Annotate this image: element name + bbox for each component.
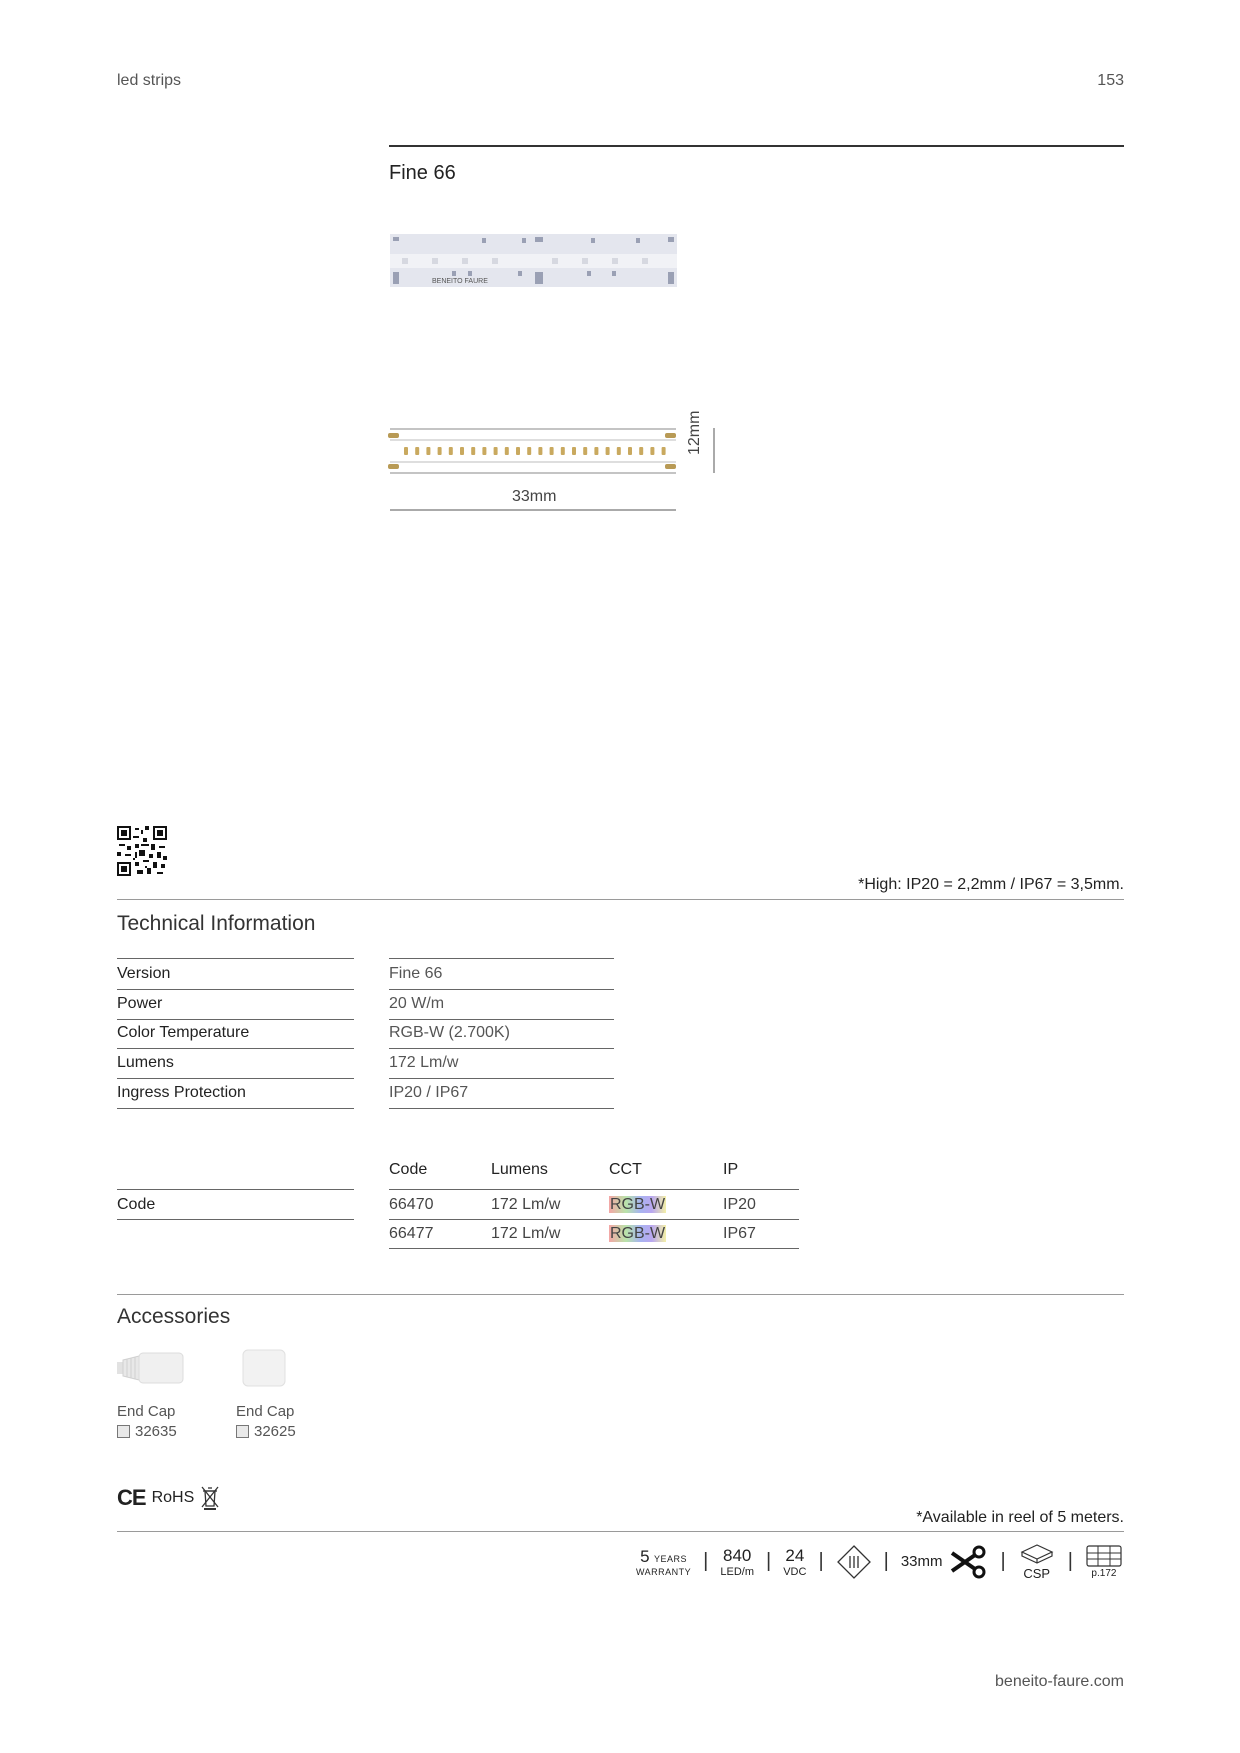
- accessory-code: [236, 1423, 296, 1440]
- led-density-value: 840: [723, 1545, 752, 1565]
- accessory-label: End Cap: [117, 1403, 176, 1420]
- product-title: Fine 66: [389, 162, 456, 184]
- profile-ref-badge: [1085, 1544, 1123, 1579]
- page-reference: p.172: [1091, 1568, 1117, 1579]
- title-rule: [389, 145, 1124, 147]
- feature-icon-bar: [636, 1542, 1123, 1581]
- code-header-ip: IP: [723, 1161, 739, 1178]
- checkbox-icon: [117, 1425, 130, 1438]
- width-dimension: 33mm: [512, 488, 557, 505]
- ce-mark: CE: [117, 1485, 146, 1510]
- grid-profile-icon: [1085, 1544, 1123, 1568]
- code-cell: 66470: [389, 1196, 434, 1213]
- section-divider: [117, 1294, 1124, 1295]
- cct-cell: [609, 1190, 666, 1219]
- voltage-unit: VDC: [783, 1565, 807, 1578]
- rgbw-badge: RGB-W: [610, 1225, 666, 1242]
- lumens-cell: 172 Lm/w: [491, 1196, 561, 1213]
- separator: |: [1067, 1550, 1073, 1572]
- class-iii-icon: [836, 1544, 872, 1580]
- led-density-badge: [720, 1546, 754, 1578]
- led-chip: [527, 447, 531, 455]
- code-table-bottomline: [389, 1248, 799, 1249]
- ip-cell: IP20: [723, 1196, 756, 1213]
- led-chip: [572, 447, 576, 455]
- end-cap-image: [240, 1347, 288, 1389]
- accessory-code-value: 32625: [254, 1423, 296, 1440]
- height-dimension: 12mm: [686, 410, 703, 455]
- spec-value-color-temperature: RGB-W (2.700K): [389, 1018, 614, 1049]
- spec-value-power: 20 W/m: [389, 989, 614, 1020]
- led-chip: [494, 447, 498, 455]
- ip-cell: IP67: [723, 1225, 756, 1242]
- checkbox-icon: [236, 1425, 249, 1438]
- chip-badge: [1018, 1542, 1056, 1581]
- spec-label-color-temperature: Color Temperature: [117, 1018, 354, 1049]
- led-chip: [460, 447, 464, 455]
- voltage-value: 24: [785, 1545, 805, 1565]
- spec-label-ingress-protection: Ingress Protection: [117, 1078, 354, 1109]
- height-note: *High: IP20 = 2,2mm / IP67 = 3,5mm.: [858, 876, 1124, 893]
- spec-value-lumens: 172 Lm/w: [389, 1048, 614, 1079]
- led-chip: [404, 447, 408, 455]
- code-row-label: Code: [117, 1190, 354, 1220]
- separator: |: [818, 1550, 824, 1572]
- weee-bin-icon: [200, 1485, 220, 1511]
- cct-cell: [609, 1219, 666, 1248]
- warranty-unit: YEARS: [654, 1553, 688, 1564]
- voltage-badge: [783, 1546, 806, 1578]
- cut-length: 33mm: [900, 1553, 943, 1570]
- led-chip: [438, 447, 442, 455]
- section-divider: [117, 1531, 1124, 1532]
- led-chip: [650, 447, 654, 455]
- accessories-title: Accessories: [117, 1305, 231, 1328]
- warranty-badge: [636, 1547, 691, 1577]
- csp-chip-icon: [1018, 1542, 1056, 1566]
- accessory-code: [117, 1423, 177, 1440]
- website-url[interactable]: beneito-faure.com: [995, 1673, 1124, 1690]
- led-chip: [471, 447, 475, 455]
- led-chip: [426, 447, 430, 455]
- rohs-label: RoHS: [151, 1489, 195, 1506]
- led-chip: [538, 447, 542, 455]
- warranty-number: 5: [640, 1546, 650, 1566]
- accessory-code-value: 32635: [135, 1423, 177, 1440]
- end-cap-connector-image: [117, 1347, 185, 1389]
- page-number: 153: [1097, 72, 1124, 89]
- reel-note: *Available in reel of 5 meters.: [916, 1509, 1124, 1526]
- spec-value-ingress-protection: IP20 / IP67: [389, 1078, 614, 1109]
- led-chip: [606, 447, 610, 455]
- section-label: led strips: [117, 72, 182, 89]
- code-cell: 66477: [389, 1225, 434, 1242]
- qr-code: [117, 826, 167, 876]
- led-chip: [617, 447, 621, 455]
- scissors-icon: [949, 1545, 989, 1579]
- chip-label: CSP: [1023, 1566, 1051, 1581]
- led-chip: [449, 447, 453, 455]
- code-header-cct: CCT: [609, 1161, 642, 1178]
- led-chip: [583, 447, 587, 455]
- led-chip: [505, 447, 509, 455]
- spec-value-version: Fine 66: [389, 959, 614, 990]
- spec-label-power: Power: [117, 989, 354, 1020]
- led-chip: [561, 447, 565, 455]
- separator: |: [766, 1550, 772, 1572]
- technical-title: Technical Information: [117, 912, 316, 935]
- spec-label-lumens: Lumens: [117, 1048, 354, 1079]
- rgbw-badge: RGB-W: [610, 1196, 666, 1213]
- separator: |: [883, 1550, 889, 1572]
- separator: |: [703, 1550, 709, 1572]
- certifications: [117, 1485, 220, 1511]
- led-chip: [662, 447, 666, 455]
- led-chip: [628, 447, 632, 455]
- accessory-label: End Cap: [236, 1403, 295, 1420]
- led-chip: [482, 447, 486, 455]
- led-density-unit: LED/m: [720, 1565, 754, 1578]
- led-chip: [639, 447, 643, 455]
- led-chip: [594, 447, 598, 455]
- led-strip-photo: [390, 234, 677, 287]
- code-header-code: Code: [389, 1161, 428, 1178]
- code-header-lumens: Lumens: [491, 1161, 548, 1178]
- section-divider: [117, 899, 1124, 900]
- spec-label-version: Version: [117, 959, 354, 990]
- warranty-label: WARRANTY: [636, 1566, 692, 1577]
- separator: |: [1000, 1550, 1006, 1572]
- led-chip: [516, 447, 520, 455]
- photo-brand-text: BENEITO FAURE: [432, 278, 488, 285]
- lumens-cell: 172 Lm/w: [491, 1225, 561, 1242]
- led-chip: [415, 447, 419, 455]
- led-chip: [550, 447, 554, 455]
